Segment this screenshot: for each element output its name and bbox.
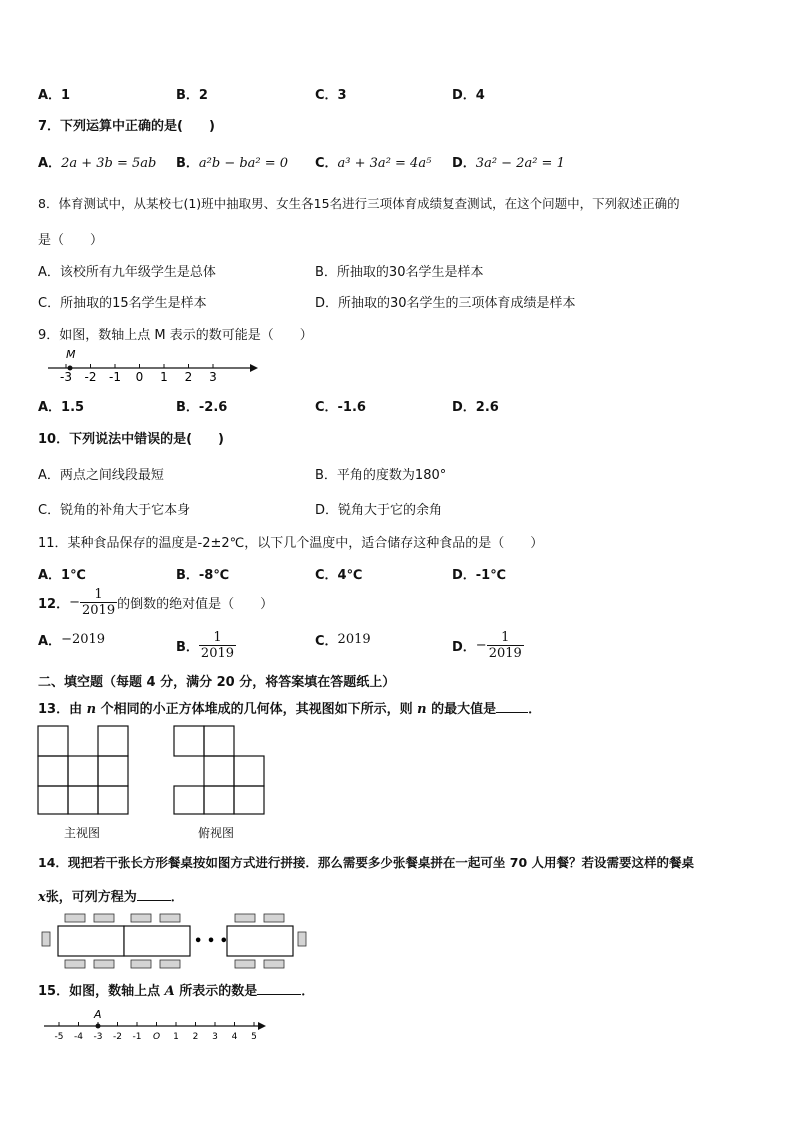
- q13-stem: [38, 698, 541, 717]
- q9-option-d: D．2.6: [452, 400, 499, 415]
- q7-option-a-expr: 2a + 3b = 5ab: [61, 156, 157, 171]
- q12-stem-suffix: 的倒数的绝对值是（ ）: [117, 597, 274, 612]
- q9-option-a: A．1.5: [38, 400, 85, 415]
- q11-option-d: D．-1℃: [452, 568, 506, 583]
- q15-stem-a: 15．如图，数轴上点: [38, 984, 161, 999]
- q14-stem-line1: 14．现把若干张长方形餐桌按如图方式进行拼接．那么需要多少张餐桌拼在一起可坐 70 人用餐？若设需要这样的餐桌: [38, 855, 694, 870]
- q13-stem-a: 13．由: [38, 702, 83, 717]
- q13-stem-end: ．: [528, 702, 542, 717]
- q13-var-n-1: n: [86, 702, 97, 717]
- q9-tick-label: 3: [209, 370, 217, 384]
- q12-option-c: [315, 630, 371, 649]
- q10-option-b: B．平角的度数为180°: [315, 468, 447, 483]
- q7-option-c-expr: a³ + 3a² = 4a⁵: [337, 156, 432, 171]
- q10-option-a: A．两点之间线段最短: [38, 468, 164, 483]
- q14-tables-figure: [38, 908, 318, 972]
- q13-front-view-label: 主视图: [64, 826, 101, 840]
- q15-tick-label: 2: [192, 1032, 199, 1042]
- q12-option-b: [176, 630, 236, 661]
- q12-option-c-value: 2019: [337, 632, 371, 647]
- q12-sign: −: [69, 595, 80, 610]
- q15-tick-label: 5: [251, 1032, 257, 1042]
- q11-option-a: A．1℃: [38, 568, 86, 583]
- q13-top-view: [174, 726, 264, 814]
- q12-option-c-label: C．: [315, 634, 338, 649]
- q15-axis-arrow: [258, 1022, 266, 1030]
- q7-option-c-label: C．: [315, 156, 338, 171]
- q15-tick-label: -3: [93, 1032, 103, 1042]
- q11-stem: 11．某种食品保存的温度是-2±2℃，以下几个温度中，适合储存这种食品的是（ ）: [38, 536, 544, 551]
- q7-option-d-expr: 3a² − 2a² = 1: [475, 156, 565, 171]
- q15-point-a-label: A: [94, 1008, 102, 1021]
- q7-option-d: [452, 152, 565, 171]
- q9-tick-label: -1: [109, 370, 121, 384]
- q13-top-view-label: 俯视图: [198, 826, 235, 840]
- q15-tick-label: -4: [74, 1032, 83, 1042]
- q7-option-c: [315, 152, 431, 171]
- q12-option-d-label: D．: [452, 640, 476, 655]
- q12-option-d: [452, 630, 524, 661]
- q12-fraction-num: 1: [80, 587, 117, 603]
- q9-point-m: [68, 366, 73, 371]
- q14-tables: [58, 926, 293, 956]
- q15-stem: [38, 980, 314, 999]
- q12-option-a: [38, 630, 105, 649]
- q9-tick-label: -3: [60, 370, 72, 384]
- q11-option-c: C．4℃: [315, 568, 363, 583]
- q6-option-a: A．1: [38, 88, 71, 103]
- q13-answer-blank[interactable]: [496, 712, 528, 713]
- q9-tick-label: 0: [135, 370, 144, 384]
- q9-stem: 9．如图，数轴上点 M 表示的数可能是（ ）: [38, 328, 313, 343]
- q14-stem-line2: [38, 886, 184, 905]
- q14-var-x: x: [38, 890, 46, 905]
- q15-tick-label: O: [152, 1032, 161, 1042]
- q7-option-b-label: B．: [176, 156, 199, 171]
- q8-option-a: A．该校所有九年级学生是总体: [38, 265, 216, 280]
- q15-tick-label: 1: [173, 1032, 179, 1042]
- q11-option-b: B．-8℃: [176, 568, 230, 583]
- q12-option-b-num: 1: [199, 630, 236, 646]
- q13-var-n-2: n: [417, 702, 427, 717]
- q12-option-d-sign: −: [475, 638, 487, 653]
- q10-option-c: C．锐角的补角大于它本身: [38, 503, 191, 518]
- q12-option-d-den: 2019: [488, 646, 522, 661]
- q12-option-d-num: 1: [487, 630, 524, 646]
- section-2-heading: 二、填空题（每题 4 分，满分 20 分，将答案填在答题纸上）: [38, 675, 396, 690]
- q6-option-c: C．3: [315, 88, 347, 103]
- q13-stem-c: 的最大值是: [431, 702, 497, 717]
- q9-tick-label: 1: [160, 370, 168, 384]
- q9-point-m-label: M: [66, 348, 76, 361]
- q9-tick-label: -2: [84, 370, 97, 384]
- q14-stem-line2-text: 张，可列方程为: [45, 890, 137, 905]
- q12-option-a-value: −2019: [61, 632, 106, 647]
- q9-option-b: B．-2.6: [176, 400, 228, 415]
- q14-stem-end: ．: [170, 890, 184, 905]
- q12-option-d-fraction: [487, 630, 524, 661]
- q9-number-line: [40, 340, 270, 386]
- q13-figure: [37, 725, 277, 817]
- q15-stem-end: ．: [301, 984, 315, 999]
- q15-number-line: [40, 1006, 272, 1046]
- q13-stem-b: 个相同的小正方体堆成的几何体，其视图如下所示，则: [100, 702, 413, 717]
- q12-fraction: [80, 587, 117, 618]
- q15-tick-label: -1: [132, 1032, 142, 1042]
- q7-stem: 7．下列运算中正确的是( ): [38, 119, 215, 134]
- q9-tick-label: 2: [184, 370, 193, 384]
- q6-option-b: B．2: [176, 88, 208, 103]
- q13-front-view: [38, 726, 128, 814]
- q7-option-b: [176, 152, 288, 171]
- q7-option-a-label: A．: [38, 156, 62, 171]
- q12-stem: [38, 587, 273, 618]
- q8-stem-line2: 是（ ）: [38, 233, 104, 248]
- q8-option-c: C．所抽取的15名学生是样本: [38, 296, 207, 311]
- q12-option-b-label: B．: [176, 640, 199, 655]
- q12-option-b-fraction: [199, 630, 236, 661]
- q15-answer-blank[interactable]: [257, 994, 301, 995]
- q10-option-d: D．锐角大于它的余角: [315, 503, 443, 518]
- q8-stem-line1: 8．体育测试中，从某校七(1)班中抽取男、女生各15名进行三项体育成绩复查测试，在这个问题中，下列叙述正确的: [38, 196, 680, 211]
- q15-tick-label: -5: [54, 1032, 64, 1042]
- q14-ellipsis: • • •: [194, 934, 228, 949]
- q7-option-d-label: D．: [452, 156, 476, 171]
- q15-tick-label: 4: [231, 1032, 238, 1042]
- q9-axis-arrow: [250, 364, 258, 372]
- q15-point-label-inline: A: [164, 984, 175, 999]
- q7-option-b-expr: a²b − ba² = 0: [198, 156, 289, 171]
- q8-option-b: B．所抽取的30名学生是样本: [315, 265, 484, 280]
- q10-stem: 10．下列说法中错误的是( ): [38, 432, 224, 447]
- q12-fraction-den: 2019: [82, 603, 116, 618]
- q12-option-b-den: 2019: [200, 646, 235, 661]
- q7-option-a: [38, 152, 156, 171]
- q6-option-d: D．4: [452, 88, 485, 103]
- q12-number: 12．: [38, 597, 70, 612]
- q8-option-d: D．所抽取的30名学生的三项体育成绩是样本: [315, 296, 576, 311]
- q15-stem-b: 所表示的数是: [179, 984, 258, 999]
- q15-tick-label: 3: [212, 1032, 218, 1042]
- q12-option-a-label: A．: [38, 634, 62, 649]
- q9-option-c: C．-1.6: [315, 400, 366, 415]
- q15-point-a: [96, 1024, 101, 1029]
- q15-tick-label: -2: [113, 1032, 122, 1042]
- q14-answer-blank[interactable]: [137, 900, 171, 901]
